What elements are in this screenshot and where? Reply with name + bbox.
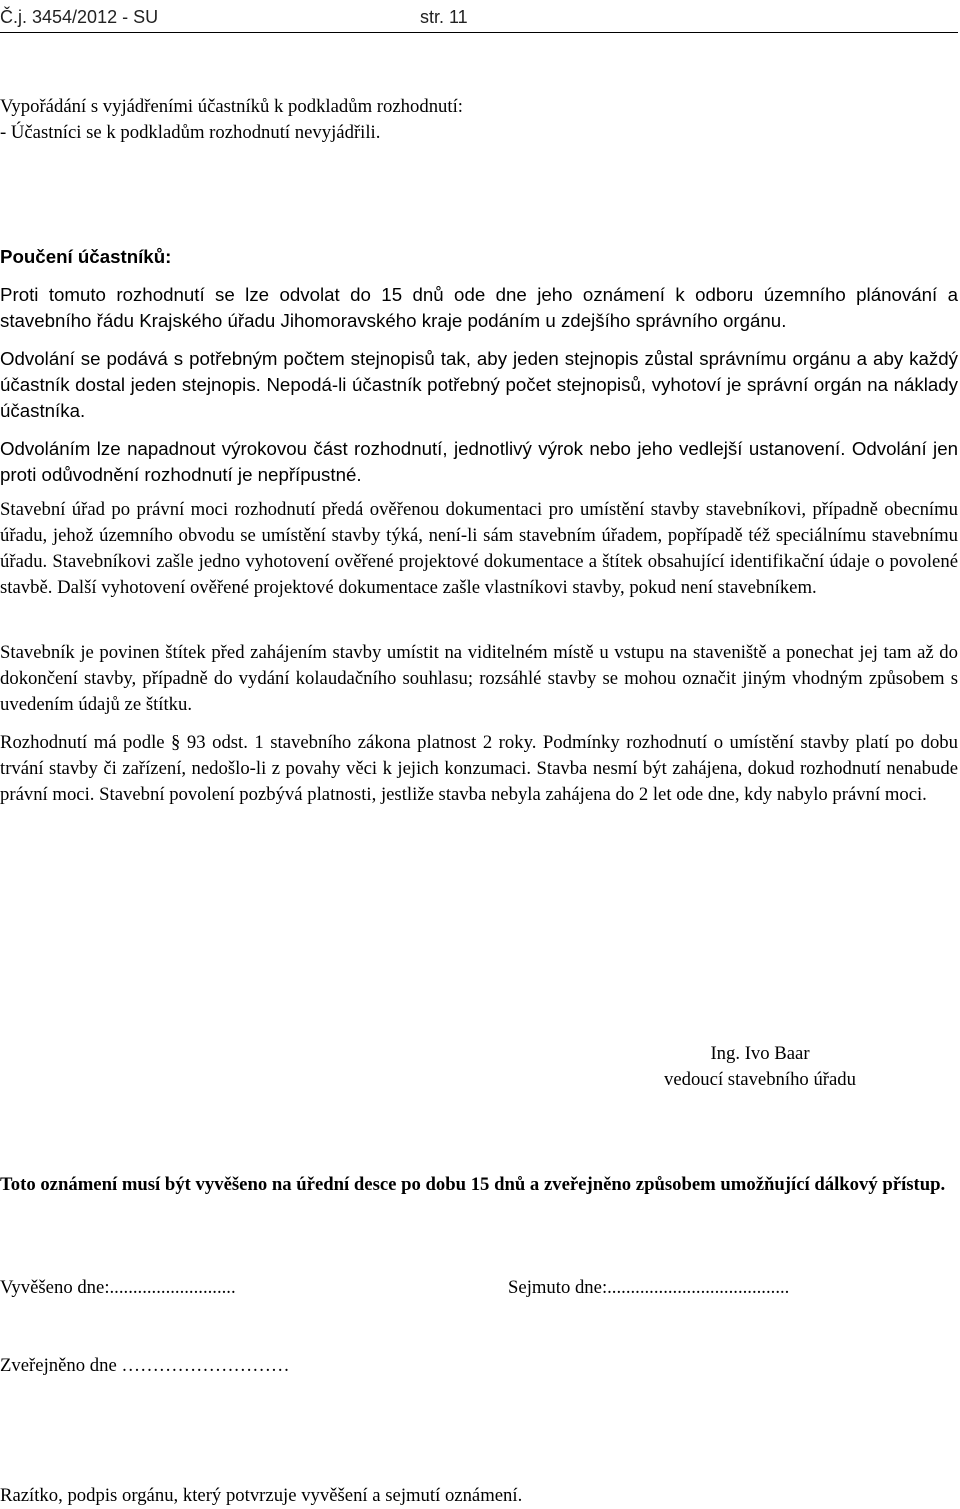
pouceni-text-2: Odvolání se podává s potřebným počtem stejnopisů tak, aby jeden stejnopis zůstal správnímu orgánu a aby každý účastník dostal jeden stejnopis. Nepodá-li účastník potřebný počet stejnopisů, vyhotoví je správní orgán na náklady účastníka.	[0, 348, 958, 421]
pouceni-paragraph-5	[0, 640, 958, 718]
reference-number: Č.j. 3454/2012 - SU	[0, 7, 159, 27]
pouceni-title: Poučení účastníků:	[0, 246, 172, 267]
page-number: str. 11	[420, 7, 468, 27]
removed-date-field: Sejmuto dne:.......................................	[508, 1277, 790, 1298]
published-date-field: Zveřejněno dne ………………………	[0, 1355, 290, 1376]
vyporadani-title: Vypořádání s vyjádřeními účastníků k podkladům rozhodnutí:	[0, 96, 463, 117]
signature-name: Ing. Ivo Baar	[710, 1043, 810, 1064]
notice-text: Toto oznámení musí být vyvěšeno na úřední desce po dobu 15 dnů a zveřejněno způsobem umožňující dálkový přístup.	[0, 1174, 946, 1195]
pouceni-paragraph-6	[0, 730, 958, 808]
pouceni-text-4: Stavební úřad po právní moci rozhodnutí předá ověřenou dokumentaci pro umístění stavby stavebníkovi, případně obecnímu úřadu, jehož územního obvodu se umístění stavby týká, není-li sám stavebním úřadem, popřípadě též speciálnímu stavebnímu úřadu. Stavebníkovi zašle jedno vyhotovení ověřené projektové dokumentace a štítek obsahující identifikační údaje o povolené stavbě. Další vyhotovení ověřené projektové dokumentace zašle vlastníkovi stavby, pokud není stavebníkem.	[0, 499, 958, 598]
pouceni-text-3: Odvoláním lze napadnout výrokovou část rozhodnutí, jednotlivý výrok nebo jeho vedlejší ustanovení. Odvolání jen proti odůvodnění rozhodnutí je nepřípustné.	[0, 438, 958, 485]
pouceni-paragraph-1	[0, 282, 958, 334]
pouceni-paragraph-3	[0, 436, 958, 488]
signature-role: vedoucí stavebního úřadu	[663, 1069, 856, 1090]
notice	[0, 1172, 958, 1198]
vyporadani-section	[0, 94, 958, 146]
posted-date-field: Vyvěšeno dne:...........................	[0, 1277, 236, 1298]
pouceni-paragraph-4	[0, 497, 958, 601]
pouceni-text-1: Proti tomuto rozhodnutí se lze odvolat do 15 dnů ode dne jeho oznámení k odboru územního plánování a stavebního řádu Krajského úřadu Jihomoravského kraje podáním u zdejšího správního orgánu.	[0, 284, 958, 331]
pouceni-text-6: Rozhodnutí má podle § 93 odst. 1 stavebního zákona platnost 2 roky. Podmínky rozhodnutí o umístění stavby platí po dobu trvání stavby či zařízení, nedošlo-li z povahy věci k jejich konzumaci. Stavba nesmí být zahájena, dokud rozhodnutí nenabude právní moci. Stavební povolení pozbývá platnosti, jestliže stavba nebyla zahájena do 2 let ode dne, kdy nabylo právní moci.	[0, 732, 958, 805]
signature-block	[560, 1041, 960, 1093]
vyporadani-item: - Účastníci se k podkladům rozhodnutí nevyjádřili.	[0, 122, 381, 143]
page-header	[0, 4, 958, 33]
pouceni-section	[0, 244, 958, 270]
pouceni-text-5: Stavebník je povinen štítek před zahájením stavby umístit na viditelném místě u vstupu na staveniště a ponechat jej tam až do dokončení stavby, případně do vydání kolaudačního souhlasu; rozsáhlé stavby se mohou označit jiným vhodným způsobem s uvedením údajů ze štítku.	[0, 642, 958, 715]
stamp-signature-note: Razítko, podpis orgánu, který potvrzuje vyvěšení a sejmutí oznámení.	[0, 1485, 523, 1506]
pouceni-paragraph-2	[0, 346, 958, 424]
